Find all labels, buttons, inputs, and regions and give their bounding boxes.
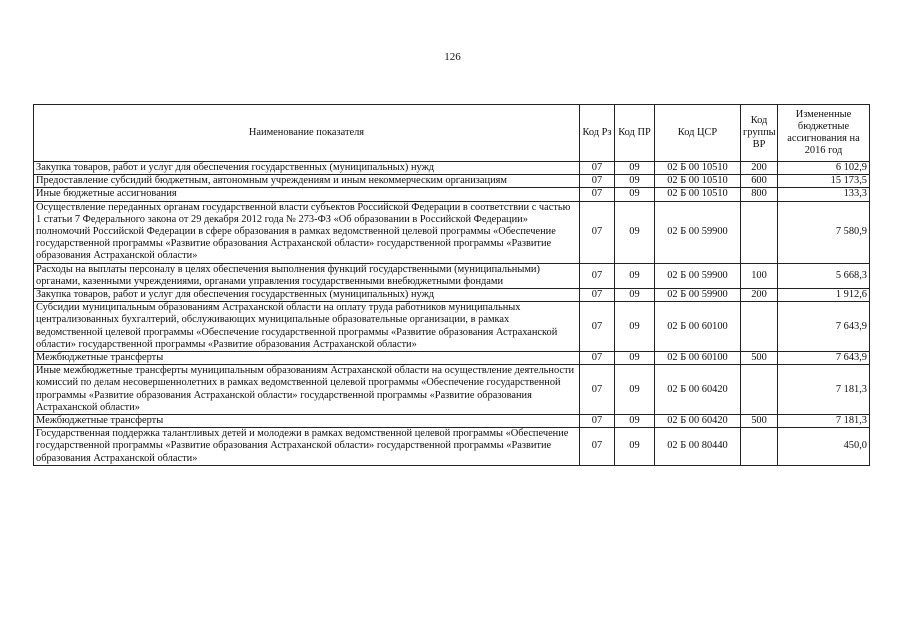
cell-csr: 02 Б 00 59900 — [655, 201, 741, 263]
cell-rz: 07 — [580, 352, 615, 365]
cell-pr: 09 — [615, 201, 655, 263]
cell-csr: 02 Б 00 60100 — [655, 302, 741, 352]
cell-rz: 07 — [580, 365, 615, 415]
cell-rz: 07 — [580, 302, 615, 352]
cell-name: Расходы на выплаты персоналу в целях обеспечения выполнения функций государственными (муниципальными) органами, казенными учреждениями, органами управления государственными внебюджетными фондами — [34, 263, 580, 288]
cell-vr — [741, 428, 778, 466]
header-vr: Код группы ВР — [741, 105, 778, 162]
header-pr: Код ПР — [615, 105, 655, 162]
cell-name: Межбюджетные трансферты — [34, 352, 580, 365]
budget-table — [33, 104, 870, 466]
table-row — [34, 428, 870, 466]
cell-sum: 450,0 — [778, 428, 870, 466]
cell-pr: 09 — [615, 188, 655, 201]
cell-name: Межбюджетные трансферты — [34, 415, 580, 428]
table-row — [34, 188, 870, 201]
cell-csr: 02 Б 00 10510 — [655, 162, 741, 175]
cell-csr: 02 Б 00 60420 — [655, 365, 741, 415]
cell-name: Осуществление переданных органам государственной власти субъектов Российской Федерации в соответствии с частью 1 статьи 7 Федерального закона от 29 декабря 2012 года № 273-ФЗ «Об образовании в Российской Федерации» полномочий Российской Федерации в сфере образования в рамках ведомственной целевой программы «Обеспечение государственной программы «Развитие образования Астраханской области» государственной программы «Развитие образования Астраханской области» — [34, 201, 580, 263]
table-row — [34, 352, 870, 365]
cell-sum: 15 173,5 — [778, 175, 870, 188]
cell-pr: 09 — [615, 415, 655, 428]
cell-csr: 02 Б 00 59900 — [655, 289, 741, 302]
cell-rz: 07 — [580, 175, 615, 188]
cell-sum: 133,3 — [778, 188, 870, 201]
cell-sum: 7 643,9 — [778, 352, 870, 365]
cell-vr — [741, 365, 778, 415]
cell-csr: 02 Б 00 10510 — [655, 175, 741, 188]
cell-name: Субсидии муниципальным образованиям Астраханской области на оплату труда работников муниципальных централизованных бухгалтерий, обслуживающих муниципальные образовательные организации, в рамках ведомственной целевой программы «Обеспечение государственной программы «Развитие образования Астраханской области» государственной программы «Развитие образования Астраханской области» — [34, 302, 580, 352]
cell-pr: 09 — [615, 289, 655, 302]
cell-csr: 02 Б 00 80440 — [655, 428, 741, 466]
cell-vr: 200 — [741, 162, 778, 175]
cell-name: Иные бюджетные ассигнования — [34, 188, 580, 201]
table-header-row — [34, 105, 870, 162]
cell-sum: 5 668,3 — [778, 263, 870, 288]
table-row — [34, 201, 870, 263]
cell-sum: 7 580,9 — [778, 201, 870, 263]
cell-vr: 800 — [741, 188, 778, 201]
cell-pr: 09 — [615, 365, 655, 415]
cell-rz: 07 — [580, 289, 615, 302]
table-row — [34, 162, 870, 175]
cell-sum: 1 912,6 — [778, 289, 870, 302]
cell-pr: 09 — [615, 263, 655, 288]
cell-sum: 7 181,3 — [778, 365, 870, 415]
table-row — [34, 365, 870, 415]
cell-vr — [741, 201, 778, 263]
cell-rz: 07 — [580, 415, 615, 428]
cell-rz: 07 — [580, 428, 615, 466]
cell-rz: 07 — [580, 162, 615, 175]
header-sum: Измененные бюджетные ассигнования на 2016 год — [778, 105, 870, 162]
cell-name: Закупка товаров, работ и услуг для обеспечения государственных (муниципальных) нужд — [34, 162, 580, 175]
table-row — [34, 175, 870, 188]
cell-rz: 07 — [580, 201, 615, 263]
table-row — [34, 289, 870, 302]
cell-rz: 07 — [580, 188, 615, 201]
header-name: Наименование показателя — [34, 105, 580, 162]
cell-vr: 600 — [741, 175, 778, 188]
table-row — [34, 415, 870, 428]
cell-vr: 100 — [741, 263, 778, 288]
cell-pr: 09 — [615, 428, 655, 466]
cell-vr: 200 — [741, 289, 778, 302]
cell-pr: 09 — [615, 302, 655, 352]
cell-sum: 7 181,3 — [778, 415, 870, 428]
cell-rz: 07 — [580, 263, 615, 288]
cell-pr: 09 — [615, 162, 655, 175]
cell-vr: 500 — [741, 352, 778, 365]
table-row — [34, 302, 870, 352]
table-row — [34, 263, 870, 288]
cell-csr: 02 Б 00 60100 — [655, 352, 741, 365]
cell-name: Предоставление субсидий бюджетным, автономным учреждениям и иным некоммерческим организациям — [34, 175, 580, 188]
cell-sum: 6 102,9 — [778, 162, 870, 175]
cell-csr: 02 Б 00 10510 — [655, 188, 741, 201]
cell-pr: 09 — [615, 175, 655, 188]
cell-csr: 02 Б 00 59900 — [655, 263, 741, 288]
cell-sum: 7 643,9 — [778, 302, 870, 352]
cell-pr: 09 — [615, 352, 655, 365]
header-rz: Код Рз — [580, 105, 615, 162]
cell-vr: 500 — [741, 415, 778, 428]
page-number: 126 — [444, 51, 461, 63]
table-body — [34, 162, 870, 466]
cell-csr: 02 Б 00 60420 — [655, 415, 741, 428]
header-csr: Код ЦСР — [655, 105, 741, 162]
cell-vr — [741, 302, 778, 352]
cell-name: Иные межбюджетные трансферты муниципальным образованиям Астраханской области на осуществление деятельности комиссий по делам несовершеннолетних в рамках ведомственной целевой программы «Обеспечение государственной программы «Развитие образования Астраханской области» государственной программы «Развитие образования Астраханской области» — [34, 365, 580, 415]
cell-name: Закупка товаров, работ и услуг для обеспечения государственных (муниципальных) нужд — [34, 289, 580, 302]
cell-name: Государственная поддержка талантливых детей и молодежи в рамках ведомственной целевой программы «Обеспечение государственной программы «Развитие образования Астраханской области» государственной программы «Развитие образования Астраханской области» — [34, 428, 580, 466]
